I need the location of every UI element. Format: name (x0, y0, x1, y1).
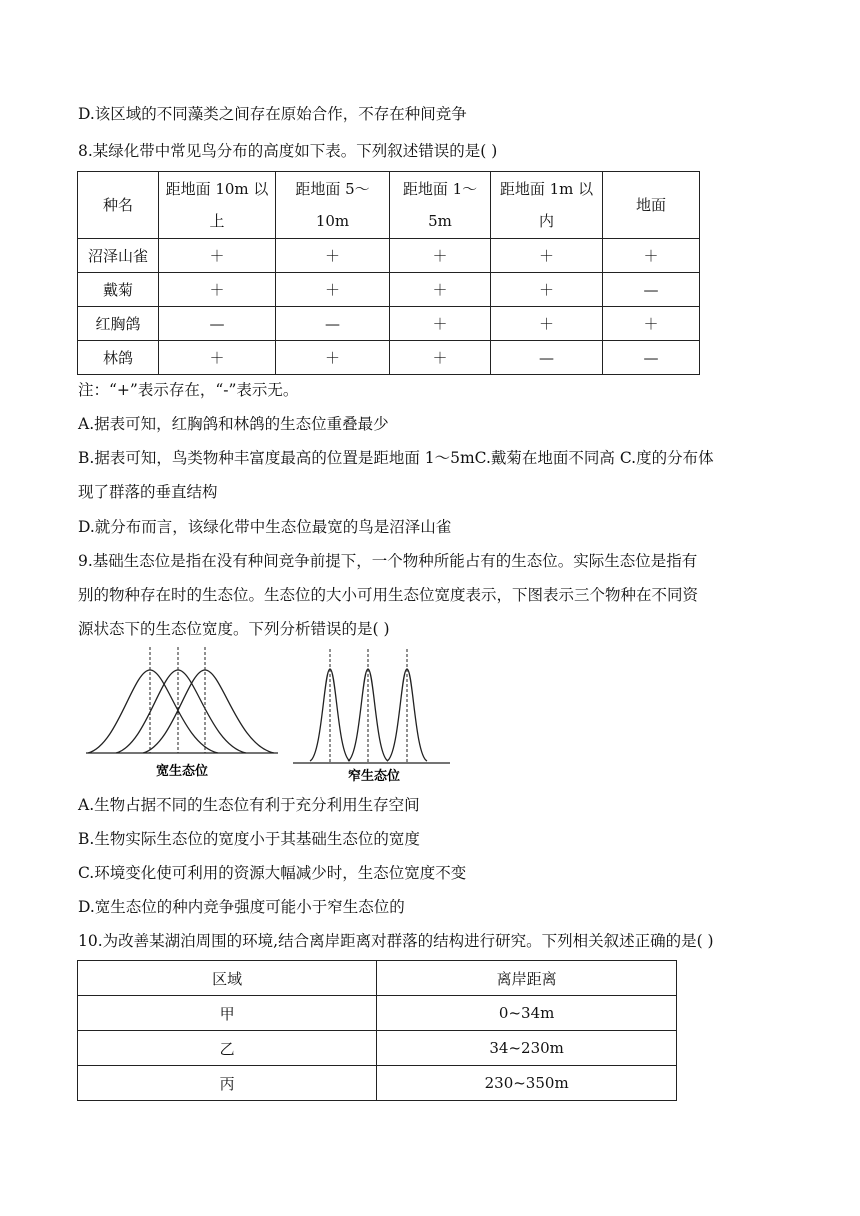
q8-option-a: A.据表可知，红胸鸽和林鸽的生态位重叠最少 (78, 415, 389, 433)
narrow-niche-label: 窄生态位 (347, 769, 401, 784)
region-cell: 甲 (78, 996, 377, 1031)
header-above-10m: 距地面 10m 以 上 (159, 172, 276, 239)
header-5-10m: 距地面 5～ 10m (276, 172, 390, 239)
presence-cell: — (603, 273, 700, 307)
region-cell: 丙 (78, 1066, 377, 1101)
q8-stem: 8.某绿化带中常见鸟分布的高度如下表。下列叙述错误的是( ) (78, 142, 498, 160)
presence-cell: — (276, 307, 390, 341)
q8-option-d: D.就分布而言，该绿化带中生态位最宽的鸟是沼泽山雀 (78, 518, 452, 536)
distance-cell: 230~350m (377, 1066, 677, 1101)
q8-option-b-line1: B.据表可知，鸟类物种丰富度最高的位置是距地面 1～5mC.戴菊在地面不同高 C.度的分布体 (78, 449, 714, 467)
presence-cell: ＋ (603, 307, 700, 341)
table-row (78, 341, 700, 375)
presence-cell: ＋ (603, 239, 700, 273)
table-row (78, 1031, 677, 1066)
species-name: 林鸽 (78, 341, 159, 375)
q9-option-c: C.环境变化使可利用的资源大幅减少时，生态位宽度不变 (78, 864, 467, 882)
presence-cell: ＋ (390, 307, 491, 341)
table-row (78, 239, 700, 273)
table-row (78, 1066, 677, 1101)
presence-cell: ＋ (390, 239, 491, 273)
table-row (78, 307, 700, 341)
presence-cell: ＋ (491, 307, 603, 341)
q9-stem-line1: 9.基础生态位是指在没有种间竞争前提下，一个物种所能占有的生态位。实际生态位是指有 (78, 552, 698, 570)
presence-cell: ＋ (276, 273, 390, 307)
table-row (78, 273, 700, 307)
shore-distance-table (77, 960, 677, 1101)
species-name: 戴菊 (78, 273, 159, 307)
presence-cell: ＋ (276, 341, 390, 375)
header-within-1m: 距地面 1m 以 内 (491, 172, 603, 239)
wide-curve-1 (88, 670, 218, 753)
presence-cell: ＋ (276, 239, 390, 273)
q9-option-b: B.生物实际生态位的宽度小于其基础生态位的宽度 (78, 830, 420, 848)
presence-cell: — (603, 341, 700, 375)
presence-cell: ＋ (390, 273, 491, 307)
q9-option-a: A.生物占据不同的生态位有利于充分利用生存空间 (78, 796, 420, 814)
presence-cell: ＋ (159, 239, 276, 273)
header-ground: 地面 (603, 172, 700, 239)
q9-stem-line3: 源状态下的生态位宽度。下列分析错误的是( ) (78, 620, 390, 638)
q8-option-b-line2: 现了群落的垂直结构 (78, 483, 218, 501)
presence-cell: ＋ (491, 273, 603, 307)
narrow-niche-diagram (293, 649, 450, 763)
header-distance: 离岸距离 (377, 961, 677, 996)
header-species: 种名 (78, 172, 159, 239)
wide-curve-2 (116, 670, 246, 753)
q10-stem: 10.为改善某湖泊周围的环境,结合离岸距离对群落的结构进行研究。下列相关叙述正确的是( ) (78, 932, 714, 950)
presence-cell: ＋ (159, 273, 276, 307)
wide-niche-label: 宽生态位 (155, 764, 209, 779)
q7-option-d: D.该区域的不同藻类之间存在原始合作，不存在种间竞争 (78, 105, 467, 123)
q9-stem-line2: 别的物种存在时的生态位。生态位的大小可用生态位宽度表示，下图表示三个物种在不同资 (78, 586, 699, 604)
header-1-5m: 距地面 1～ 5m (390, 172, 491, 239)
niche-width-figure (78, 645, 458, 785)
presence-cell: ＋ (491, 239, 603, 273)
distance-cell: 34~230m (377, 1031, 677, 1066)
presence-cell: ＋ (159, 341, 276, 375)
table-row (78, 996, 677, 1031)
species-name: 沼泽山雀 (78, 239, 159, 273)
presence-cell: — (159, 307, 276, 341)
wide-niche-diagram (86, 647, 278, 753)
header-region: 区域 (78, 961, 377, 996)
region-cell: 乙 (78, 1031, 377, 1066)
distance-cell: 0~34m (377, 996, 677, 1031)
species-name: 红胸鸽 (78, 307, 159, 341)
presence-cell: — (491, 341, 603, 375)
q8-note: 注：“+”表示存在，“-”表示无。 (78, 381, 299, 399)
presence-cell: ＋ (390, 341, 491, 375)
q9-option-d: D.宽生态位的种内竞争强度可能小于窄生态位的 (78, 898, 405, 916)
bird-distribution-table (77, 171, 700, 375)
